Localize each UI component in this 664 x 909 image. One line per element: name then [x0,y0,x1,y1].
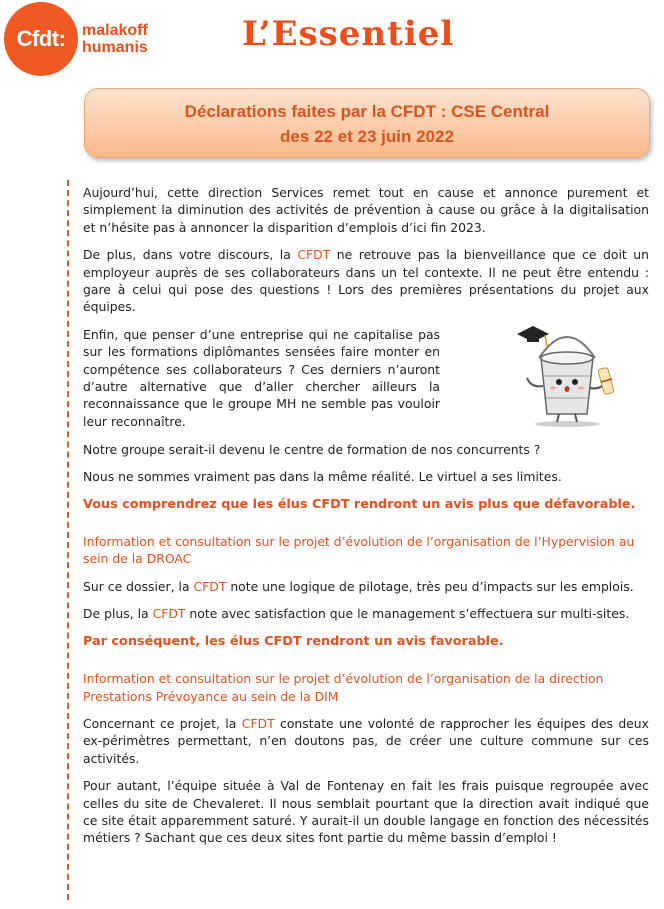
paragraph-6: Sur ce dossier, la CFDT note une logique de pilotage, très peu d’impacts sur les emplois. [83,578,634,594]
logo-line-2: humanis [82,39,148,56]
paragraph-with-illustration [83,326,649,431]
banner-line-2: des 22 et 23 juin 2022 [280,127,454,146]
cfdt-logo [4,2,78,76]
conclusion-2: Par conséquent, les élus CFDT rendront un avis favorable. [83,633,504,649]
paragraph-8: Concernant ce projet, la CFDT constate une volonté de rapprocher les équipes des deux ex-périmètres permettant, n’en doutons pas, de créer une culture commune sur ces activités. [83,715,649,766]
title-banner [84,88,650,158]
logo-circle-text: Cfdt: [16,26,66,51]
logo-line-1: malakoff [82,22,148,39]
document-body [83,184,649,857]
paragraph-9: Pour autant, l’équipe située à Val de Fontenay en fait les frais puisque regroupée avec celles du site de Chevaleret. Il nous semblait pourtant que la direction avait indiqué que ce site était apparemment saturé. Y aurait-il un double langage en fonction des nécessités métiers ? Sachant que ces deux sites font partie du même bassin d’emploi ! [83,778,649,846]
newsletter-title: L’Essentiel [242,14,455,54]
cfdt-highlight: CFDT [297,247,331,263]
paragraph-2: De plus, dans votre discours, la CFDT ne retrouve pas la bienveillance que ce doit un employeur auprès de ses collaborateurs dans un tel contexte. Il ne peut être entendu : gare à celui qui pose des questions ! Lors des premières présentations du projet aux équipes. [83,247,649,315]
dashed-margin-rule [67,180,69,900]
section-heading-hypervision: Information et consultation sur le projet d’évolution de l’organisation de l’Hypervision au sein de la DROAC [83,534,635,567]
section-heading-prevoyance: Information et consultation sur le projet d’évolution de l’organisation de la direction Prestations Prévoyance au sein de la DIM [83,671,604,704]
logo-wordmark [82,22,148,56]
paragraph-7: De plus, la CFDT note avec satisfaction que le management s’effectuera sur multi-sites. [83,606,630,622]
paragraph-4: Notre groupe serait-il devenu le centre de formation de nos concurrents ? [83,441,541,457]
paragraph-5: Nous ne sommes vraiment pas dans la même réalité. Le virtuel a ses limites. [83,469,562,485]
paragraph-1: Aujourd’hui, cette direction Services remet tout en cause et annonce purement et simplement la diminution des activités de prévention à cause ou grâce à la digitalisation et n’hésite pas à annoncer la disparition d’emplois d’ici fin 2023. [83,185,649,235]
graduate-bucket-mascot-icon [489,316,639,431]
paragraph-3: Enfin, que penser d’une entreprise qui ne capitalise pas sur les formations diplômantes sensées faire monter en compétence ses collaborateurs ? Ces derniers n’auront d’autre alternative que d’aller chercher ailleurs la reconnaissance que le groupe MH ne semble pas vouloir leur reconnaître. [83,326,440,429]
conclusion-1: Vous comprendrez que les élus CFDT rendront un avis plus que défavorable. [83,496,636,512]
banner-line-1: Déclarations faites par la CFDT : CSE Central [184,102,550,121]
